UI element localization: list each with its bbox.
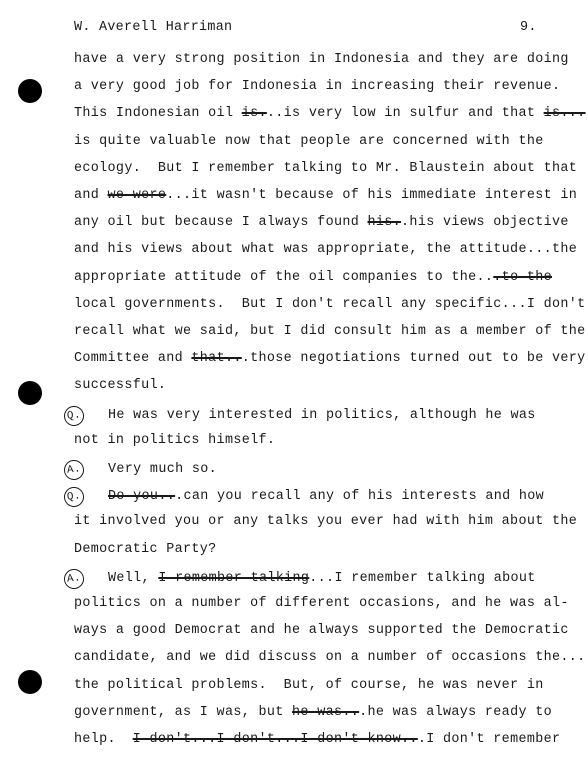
text-line — [74, 678, 544, 694]
text-segment: ..is very low in sulfur and that — [266, 106, 544, 122]
text-line — [74, 596, 569, 612]
text-line — [74, 52, 569, 68]
text-segment: and his views about what was appropriate, the attitude...the — [74, 242, 578, 258]
text-line — [64, 569, 536, 589]
text-segment: ecology. But I remember talking to Mr. Blaustein about that — [74, 160, 578, 176]
struck-text: we were — [107, 188, 167, 203]
text-line — [74, 623, 569, 639]
text-segment: Committee and — [74, 351, 192, 367]
text-line — [74, 433, 275, 449]
text-segment: He was very interested in politics, although he was — [108, 407, 536, 423]
text-line — [74, 650, 586, 666]
text-line — [74, 297, 586, 313]
text-line — [74, 542, 217, 558]
speaker-marker: A. — [63, 568, 85, 590]
text-segment: Well, — [108, 570, 159, 586]
struck-text: is... — [543, 106, 586, 122]
punch-hole — [18, 670, 42, 694]
struck-text: I don't...I don't...I don't know.. — [132, 732, 418, 747]
text-line — [74, 514, 577, 530]
text-segment: a very good job for Indonesia in increasing their revenue. — [74, 79, 561, 95]
text-line — [74, 378, 166, 394]
text-line — [64, 406, 536, 426]
text-line — [64, 460, 217, 480]
text-segment: successful. — [74, 378, 167, 394]
text-segment: ...I remember talking about — [309, 570, 536, 586]
text-line — [74, 79, 560, 95]
text-segment: Very much so. — [108, 462, 218, 477]
text-segment: is quite valuable now that people are concerned with the — [74, 133, 544, 149]
struck-text: Do you.. — [108, 489, 176, 505]
struck-text: he was.. — [292, 704, 360, 720]
text-segment: ways a good Democrat and he always supported the Democratic — [74, 623, 569, 639]
punch-hole — [18, 79, 42, 103]
struck-text: is. — [241, 106, 267, 122]
text-line — [74, 270, 552, 286]
text-segment: .those negotiations turned out to be very — [241, 351, 586, 367]
text-segment: recall what we said, but I did consult him as a member of the — [74, 324, 586, 339]
text-segment: local governments. But I don't recall any specific...I don't — [74, 296, 586, 312]
text-segment: candidate, and we did discuss on a number of occasions the... — [74, 650, 586, 666]
text-line — [64, 487, 544, 507]
text-line — [74, 705, 552, 721]
text-segment: not in politics himself. — [74, 432, 276, 448]
text-segment: it involved you or any talks you ever had with him about the — [74, 514, 578, 530]
struck-text: .to the — [493, 269, 552, 285]
page-number: 9. — [520, 20, 537, 35]
text-segment: Democratic Party? — [74, 541, 217, 557]
speaker-marker: Q. — [63, 405, 85, 427]
text-segment: government, as I was, but — [74, 704, 293, 720]
text-line — [74, 134, 544, 150]
header-name: W. Averell Harriman — [74, 20, 233, 35]
text-line — [74, 351, 586, 367]
text-line — [74, 242, 577, 258]
text-segment: help. — [74, 732, 133, 747]
text-segment: .his views objective — [401, 215, 569, 231]
text-segment: .he was always ready to — [359, 704, 552, 720]
text-segment: This Indonesian oil — [74, 106, 242, 122]
text-line — [74, 161, 577, 177]
text-segment: have a very strong position in Indonesia and they are doing — [74, 52, 569, 67]
struck-text: that.. — [191, 351, 242, 367]
text-segment: and — [74, 188, 108, 203]
struck-text: I remember talking — [158, 570, 310, 586]
text-line — [74, 106, 586, 122]
text-segment: .can you recall any of his interests and how — [175, 489, 545, 505]
text-line — [74, 188, 577, 204]
punch-hole — [18, 381, 42, 405]
text-line — [74, 324, 586, 340]
text-segment: .I don't remember — [417, 732, 561, 747]
text-line — [74, 732, 560, 748]
text-line — [74, 215, 569, 231]
speaker-marker: A. — [63, 459, 85, 481]
struck-text: his. — [367, 215, 402, 231]
speaker-marker: Q. — [63, 486, 85, 508]
text-segment: politics on a number of different occasions, and he was al- — [74, 596, 569, 611]
text-segment: ...it wasn't because of his immediate interest in — [166, 188, 578, 203]
text-segment: appropriate attitude of the oil companies to the.. — [74, 269, 494, 285]
text-segment: the political problems. But, of course, he was never in — [74, 677, 544, 693]
text-segment: any oil but because I always found — [74, 215, 368, 231]
